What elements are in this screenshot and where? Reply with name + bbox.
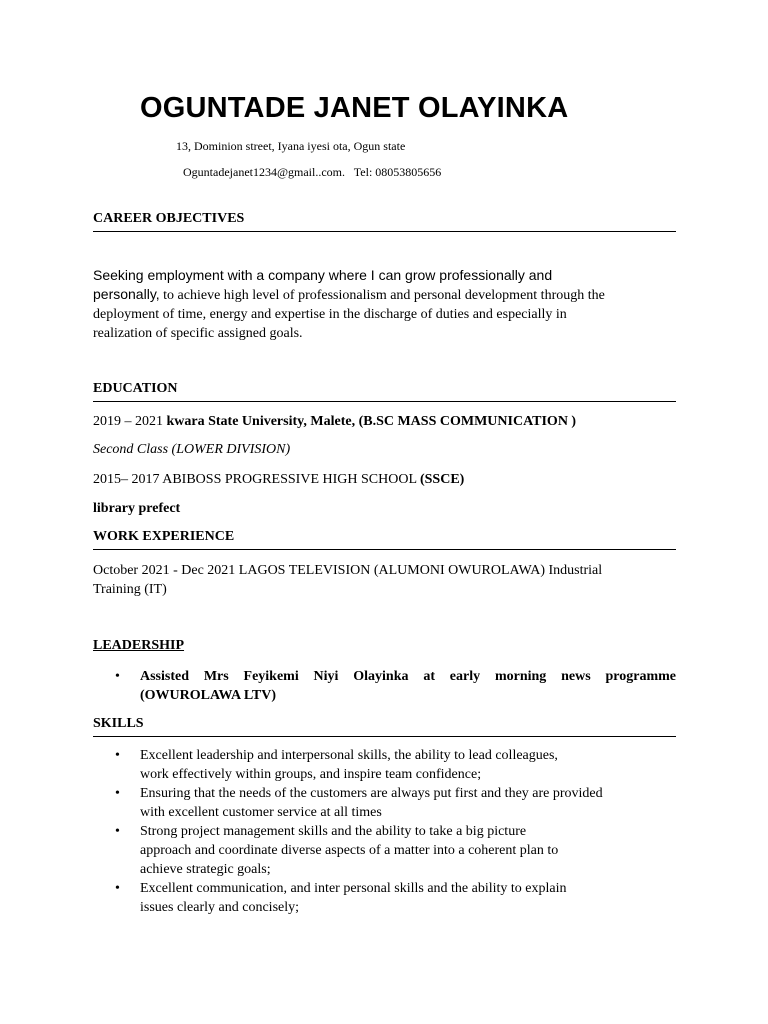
education-grade: Second Class (LOWER DIVISION) [93,442,291,457]
education-heading-text: EDUCATION [93,381,178,396]
career-objectives-body [93,266,676,343]
skill-line: with excellent customer service at all times [140,805,382,820]
candidate-name: OGUNTADE JANET OLAYINKA [140,92,569,124]
bullet-icon: • [115,824,120,839]
education-university [93,412,676,431]
skills-heading [93,716,676,737]
skill-line: Excellent communication, and inter personal skills and the ability to explain [140,881,567,896]
leadership-heading [93,638,676,658]
bullet-icon: • [115,786,120,801]
work-experience-heading [93,529,676,550]
skill-line: Ensuring that the needs of the customers are always put first and they are provided [140,786,603,801]
skills-heading-text: SKILLS [93,716,144,731]
skill-line: approach and coordinate diverse aspects of a matter into a coherent plan to [140,843,559,858]
career-line-2 [93,285,676,305]
list-item [93,746,676,784]
work-experience-entry [93,561,676,599]
career-line-1: Seeking employment with a company where I can grow professionally and [93,267,553,283]
work-line-1: October 2021 - Dec 2021 LAGOS TELEVISION (ALUMONI OWUROLAWA) Industrial [93,563,603,578]
skill-line: achieve strategic goals; [140,862,271,877]
address-line: 13, Dominion street, Iyana iyesi ota, Ogun state [176,139,406,153]
list-item [93,784,676,822]
university-years: 2019 – 2021 [93,414,167,429]
bullet-icon: • [115,748,120,763]
career-line-2a: personally, [93,286,160,302]
education-high-school [93,470,676,489]
list-item [93,879,676,917]
work-experience-heading-text: WORK EXPERIENCE [93,529,235,544]
career-objectives-heading [93,211,676,232]
leadership-heading-text: LEADERSHIP [93,638,185,653]
skill-line: Excellent leadership and interpersonal skills, the ability to lead colleagues, [140,748,558,763]
career-line-3: deployment of time, energy and expertise in the discharge of duties and especially in [93,307,567,322]
skill-line: issues clearly and concisely; [140,900,300,915]
education-role: library prefect [93,501,181,516]
leadership-list [93,667,676,705]
high-school-name: 2015– 2017 ABIBOSS PROGRESSIVE HIGH SCHOOL [93,472,420,487]
email-phone-line: Oguntadejanet1234@gmail..com. Tel: 08053805656 [183,165,442,179]
skills-list [93,746,676,917]
work-line-2: Training (IT) [93,582,167,597]
education-heading [93,381,676,402]
bullet-icon: • [115,881,120,896]
career-line-4: realization of specific assigned goals. [93,326,303,341]
leadership-item-text: Assisted Mrs Feyikemi Niyi Olayinka at early morning news programme (OWUROLAWA LTV) [140,669,676,703]
skill-line: work effectively within groups, and inspire team confidence; [140,767,482,782]
list-item [93,822,676,879]
career-objectives-heading-text: CAREER OBJECTIVES [93,211,245,226]
university-name: kwara State University, Malete, (B.SC MASS COMMUNICATION ) [166,414,577,429]
career-line-2b: to achieve high level of professionalism and personal development through the [159,288,605,303]
list-item [93,667,676,705]
bullet-icon: • [115,669,120,684]
skill-line: Strong project management skills and the ability to take a big picture [140,824,527,839]
high-school-certificate: (SSCE) [419,472,465,487]
